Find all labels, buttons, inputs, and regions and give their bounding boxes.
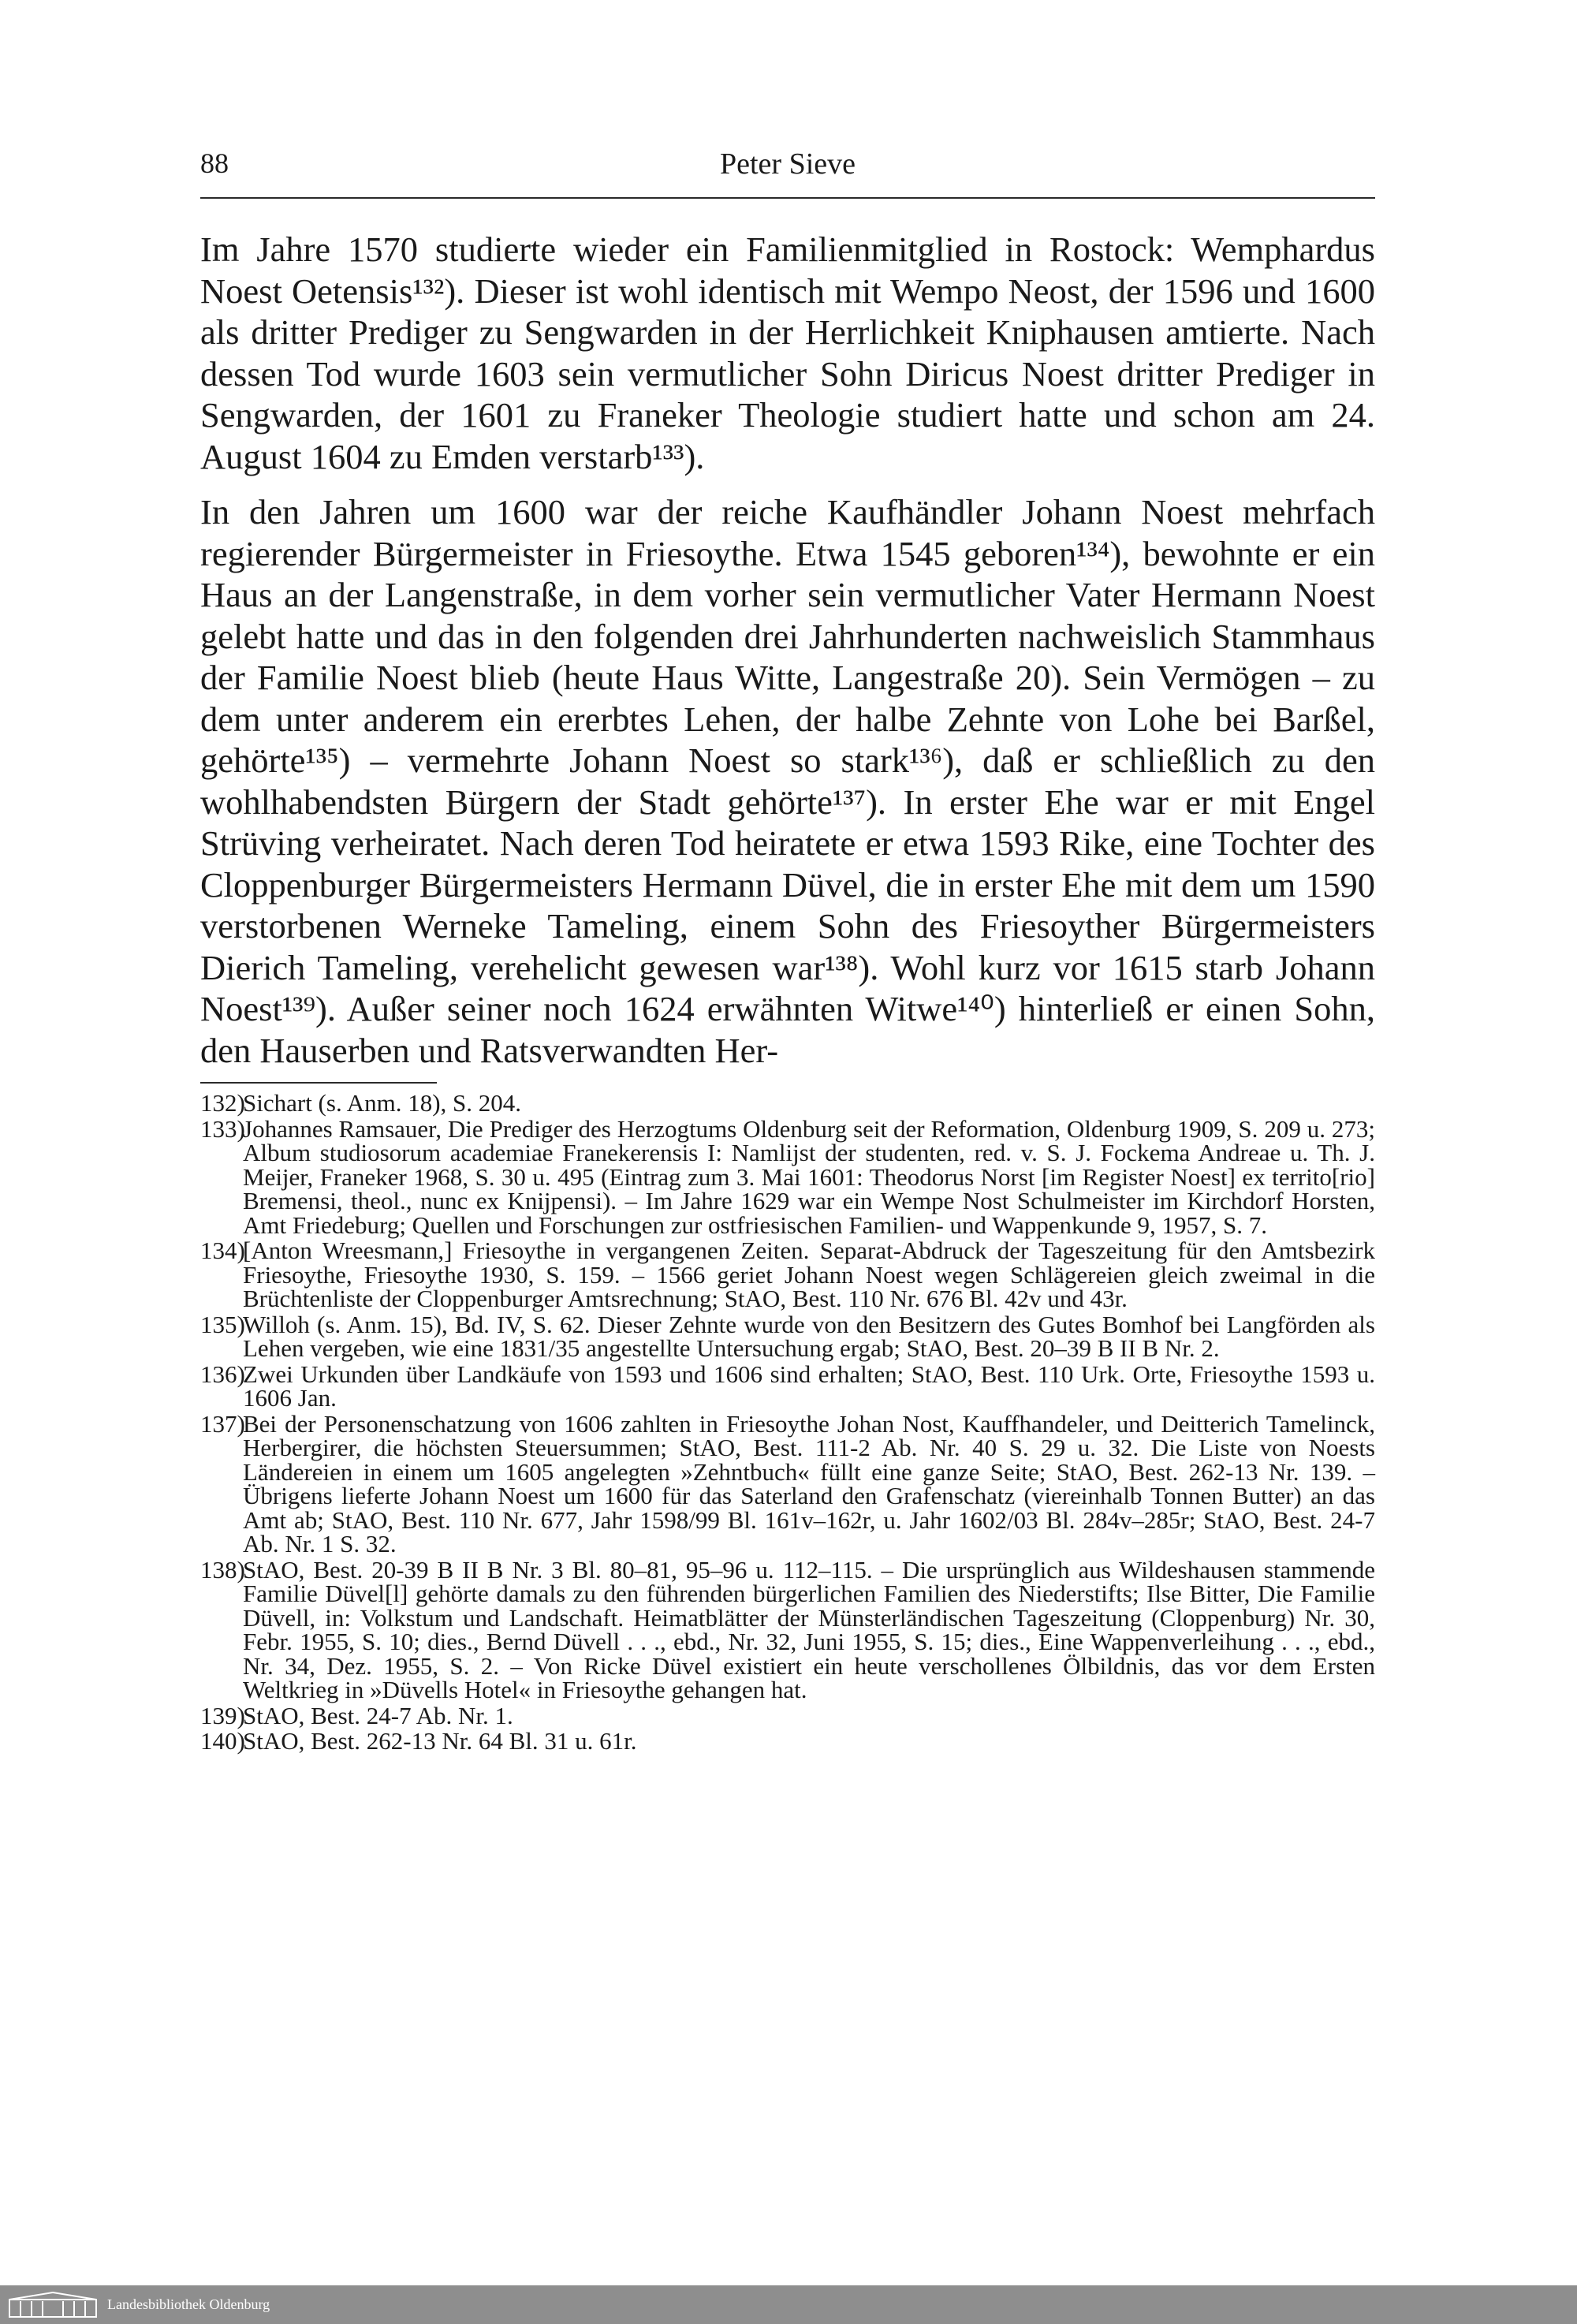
footnote bbox=[200, 1409, 1375, 1557]
footnote-number: 135) bbox=[200, 1310, 245, 1338]
footer-label: Landesbibliothek Oldenburg bbox=[107, 2296, 270, 2312]
footnotes bbox=[200, 1091, 1375, 1755]
footnote-text: StAO, Best. 20-39 B II B Nr. 3 Bl. 80–81, 95–96 u. 112–115. – Die ursprünglich aus Wildeshausen stammende Familie Düvel[l] gehörte damals zu den führenden bürgerlichen Familien des Niederstifts; Ilse Bitter, Die Familie Düvell, in: Volkstum und Landschaft. Heimatblätter der Münsterländischen Tageszeitung (Cloppenburg) Nr. 30, Febr. 1955, S. 10; dies., Bernd Düvell . . ., ebd., Nr. 32, Juni 1955, S. 15; dies., Eine Wappenverleihung . . ., ebd., Nr. 34, Dez. 1955, S. 2. – Von Ricke Düvel existiert ein heute verschollenes Ölbildnis, das vor dem Ersten Weltkrieg in »Düvells Hotel« in Friesoythe gehangen hat. bbox=[243, 1555, 1375, 1703]
footnote-text: Willoh (s. Anm. 15), Bd. IV, S. 62. Dieser Zehnte wurde von den Besitzern des Gutes Bomhof bei Langförden als Lehen vergeben, wie eine 1831/35 angestellte Untersuchung ergab; StAO, Best. 20–39 B II B Nr. 2. bbox=[243, 1310, 1375, 1362]
footnote bbox=[200, 1091, 1375, 1116]
footnote-text: Bei der Personenschatzung von 1606 zahlten in Friesoythe Johan Nost, Kauffhandeler, und Deitterich Tamelinck, Herbergirer, die höchsten Steuersummen; StAO, Best. 111-2 Ab. Nr. 40 S. 29 u. 32. Die Liste von Noests Ländereien in einem um 1605 angelegten »Zehntbuch« füllt eine ganze Seite; StAO, Best. 262-13 Nr. 139. – Übrigens lieferte Johann Noest um 1600 für das Saterland den Grafenschatz (viereinhalb Tonnen Butter) an das Amt ab; StAO, Best. 110 Nr. 677, Jahr 1598/99 Bl. 161v–162r, u. Jahr 1602/03 Bl. 284v–285r; StAO, Best. 24-7 Ab. Nr. 1 S. 32. bbox=[243, 1409, 1375, 1557]
footnote-text: [Anton Wreesmann,] Friesoythe in vergangenen Zeiten. Separat-Abdruck der Tageszeitung für den Amtsbezirk Friesoythe, Friesoythe 1930, S. 159. – 1566 geriet Johann Noest wegen Schlägereien gleich zweimal in die Brüchtenliste der Cloppenburger Amtsrechnung; StAO, Best. 110 Nr. 676 Bl. 42v und 43r. bbox=[243, 1237, 1375, 1312]
header-rule bbox=[200, 197, 1375, 199]
footnote bbox=[200, 1114, 1375, 1239]
paragraph: Im Jahre 1570 studierte wieder ein Familienmitglied in Rostock: Wemphardus Noest Oetensis¹³²). Dieser ist wohl identisch mit Wempo Neost, der 1596 und 1600 als dritter Prediger zu Sengwarden in der Herrlichkeit Kniphausen amtierte. Nach dessen Tod wurde 1603 sein vermutlicher Sohn Diricus Noest dritter Prediger in Sengwarden, der 1601 zu Franeker Theologie studiert hatte und schon am 24. August 1604 zu Emden verstarb¹³³). bbox=[200, 229, 1375, 476]
page-number: 88 bbox=[200, 147, 229, 179]
footnote-number: 136) bbox=[200, 1360, 245, 1388]
paragraph: In den Jahren um 1600 war der reiche Kaufhändler Johann Noest mehrfach regierender Bürgermeister in Friesoythe. Etwa 1545 geboren¹³⁴), bewohnte er ein Haus an der Langenstraße, in dem vorher sein vermutlicher Vater Hermann Noest gelebt hatte und das in den folgenden drei Jahrhunderten nachweislich Stammhaus der Familie Noest blieb (heute Haus Witte, Langestraße 20). Sein Vermögen – zu dem unter anderem ein ererbtes Lehen, der halbe Zehnte von Lohe bei Barßel, gehörte¹³⁵) – vermehrte Johann Noest so stark¹³⁶), daß er schließlich zu den wohlhabendsten Bürgern der Stadt gehörte¹³⁷). In erster Ehe war er mit Engel Strüving verheiratet. Nach deren Tod heiratete er etwa 1593 Rike, eine Tochter des Cloppenburger Bürgermeisters Hermann Düvel, die in erster Ehe mit dem um 1590 verstorbenen Werneke Tameling, einem Sohn des Friesoyther Bürgermeisters Dierich Tameling, verehelicht gewesen war¹³⁸). Wohl kurz vor 1615 starb Johann Noest¹³⁹). Außer seiner noch 1624 erwähnten Witwe¹⁴⁰) hinterließ er einen Sohn, den Hauserben und Ratsverwandten Her- bbox=[200, 492, 1375, 1070]
page-header bbox=[200, 147, 1375, 194]
footnote-number: 140) bbox=[200, 1727, 245, 1755]
footnote-number: 137) bbox=[200, 1409, 245, 1438]
footnote-number: 138) bbox=[200, 1555, 245, 1584]
footnote-text: Sichart (s. Anm. 18), S. 204. bbox=[243, 1089, 522, 1117]
running-title: Peter Sieve bbox=[719, 147, 856, 181]
footnote bbox=[200, 1360, 1375, 1412]
footnote-number: 134) bbox=[200, 1237, 245, 1264]
footnote-number: 132) bbox=[200, 1089, 245, 1117]
footer-bar bbox=[0, 2285, 1577, 2324]
footnote-number: 139) bbox=[200, 1701, 245, 1729]
footnote-number: 133) bbox=[200, 1114, 245, 1143]
footnote-text: Zwei Urkunden über Landkäufe von 1593 und 1606 sind erhalten; StAO, Best. 110 Urk. Orte, Friesoythe 1593 u. 1606 Jan. bbox=[243, 1360, 1375, 1412]
footnote bbox=[200, 1701, 1375, 1729]
footnote-text: Johannes Ramsauer, Die Prediger des Herzogtums Oldenburg seit der Reformation, Oldenburg 1909, S. 209 u. 273; Album studiosorum academiae Franekerensis I: Namlijst der studenten, red. v. S. J. Fockema Andreae u. Th. J. Meijer, Franeker 1968, S. 30 u. 495 (Eintrag zum 3. Mai 1601: Theodorus Norst [im Register Noest] ex territo[rio] Bremensi, theol., nunc ex Knijpensi). – Im Jahre 1629 war ein Wempe Nost Schulmeister im Kirchdorf Horsten, Amt Friedeburg; Quellen und Forschungen zur ostfriesischen Familien- und Wappenkunde 9, 1957, S. 7. bbox=[243, 1114, 1375, 1239]
footnote-rule bbox=[200, 1082, 437, 1084]
footnote bbox=[200, 1729, 1375, 1754]
footnote bbox=[200, 1239, 1375, 1311]
footnote bbox=[200, 1555, 1375, 1703]
footnote bbox=[200, 1310, 1375, 1362]
library-building-icon bbox=[6, 2290, 99, 2320]
footnote-text: StAO, Best. 24-7 Ab. Nr. 1. bbox=[243, 1701, 513, 1729]
footnote-text: StAO, Best. 262-13 Nr. 64 Bl. 31 u. 61r. bbox=[243, 1727, 637, 1755]
body-text bbox=[200, 229, 1375, 1085]
